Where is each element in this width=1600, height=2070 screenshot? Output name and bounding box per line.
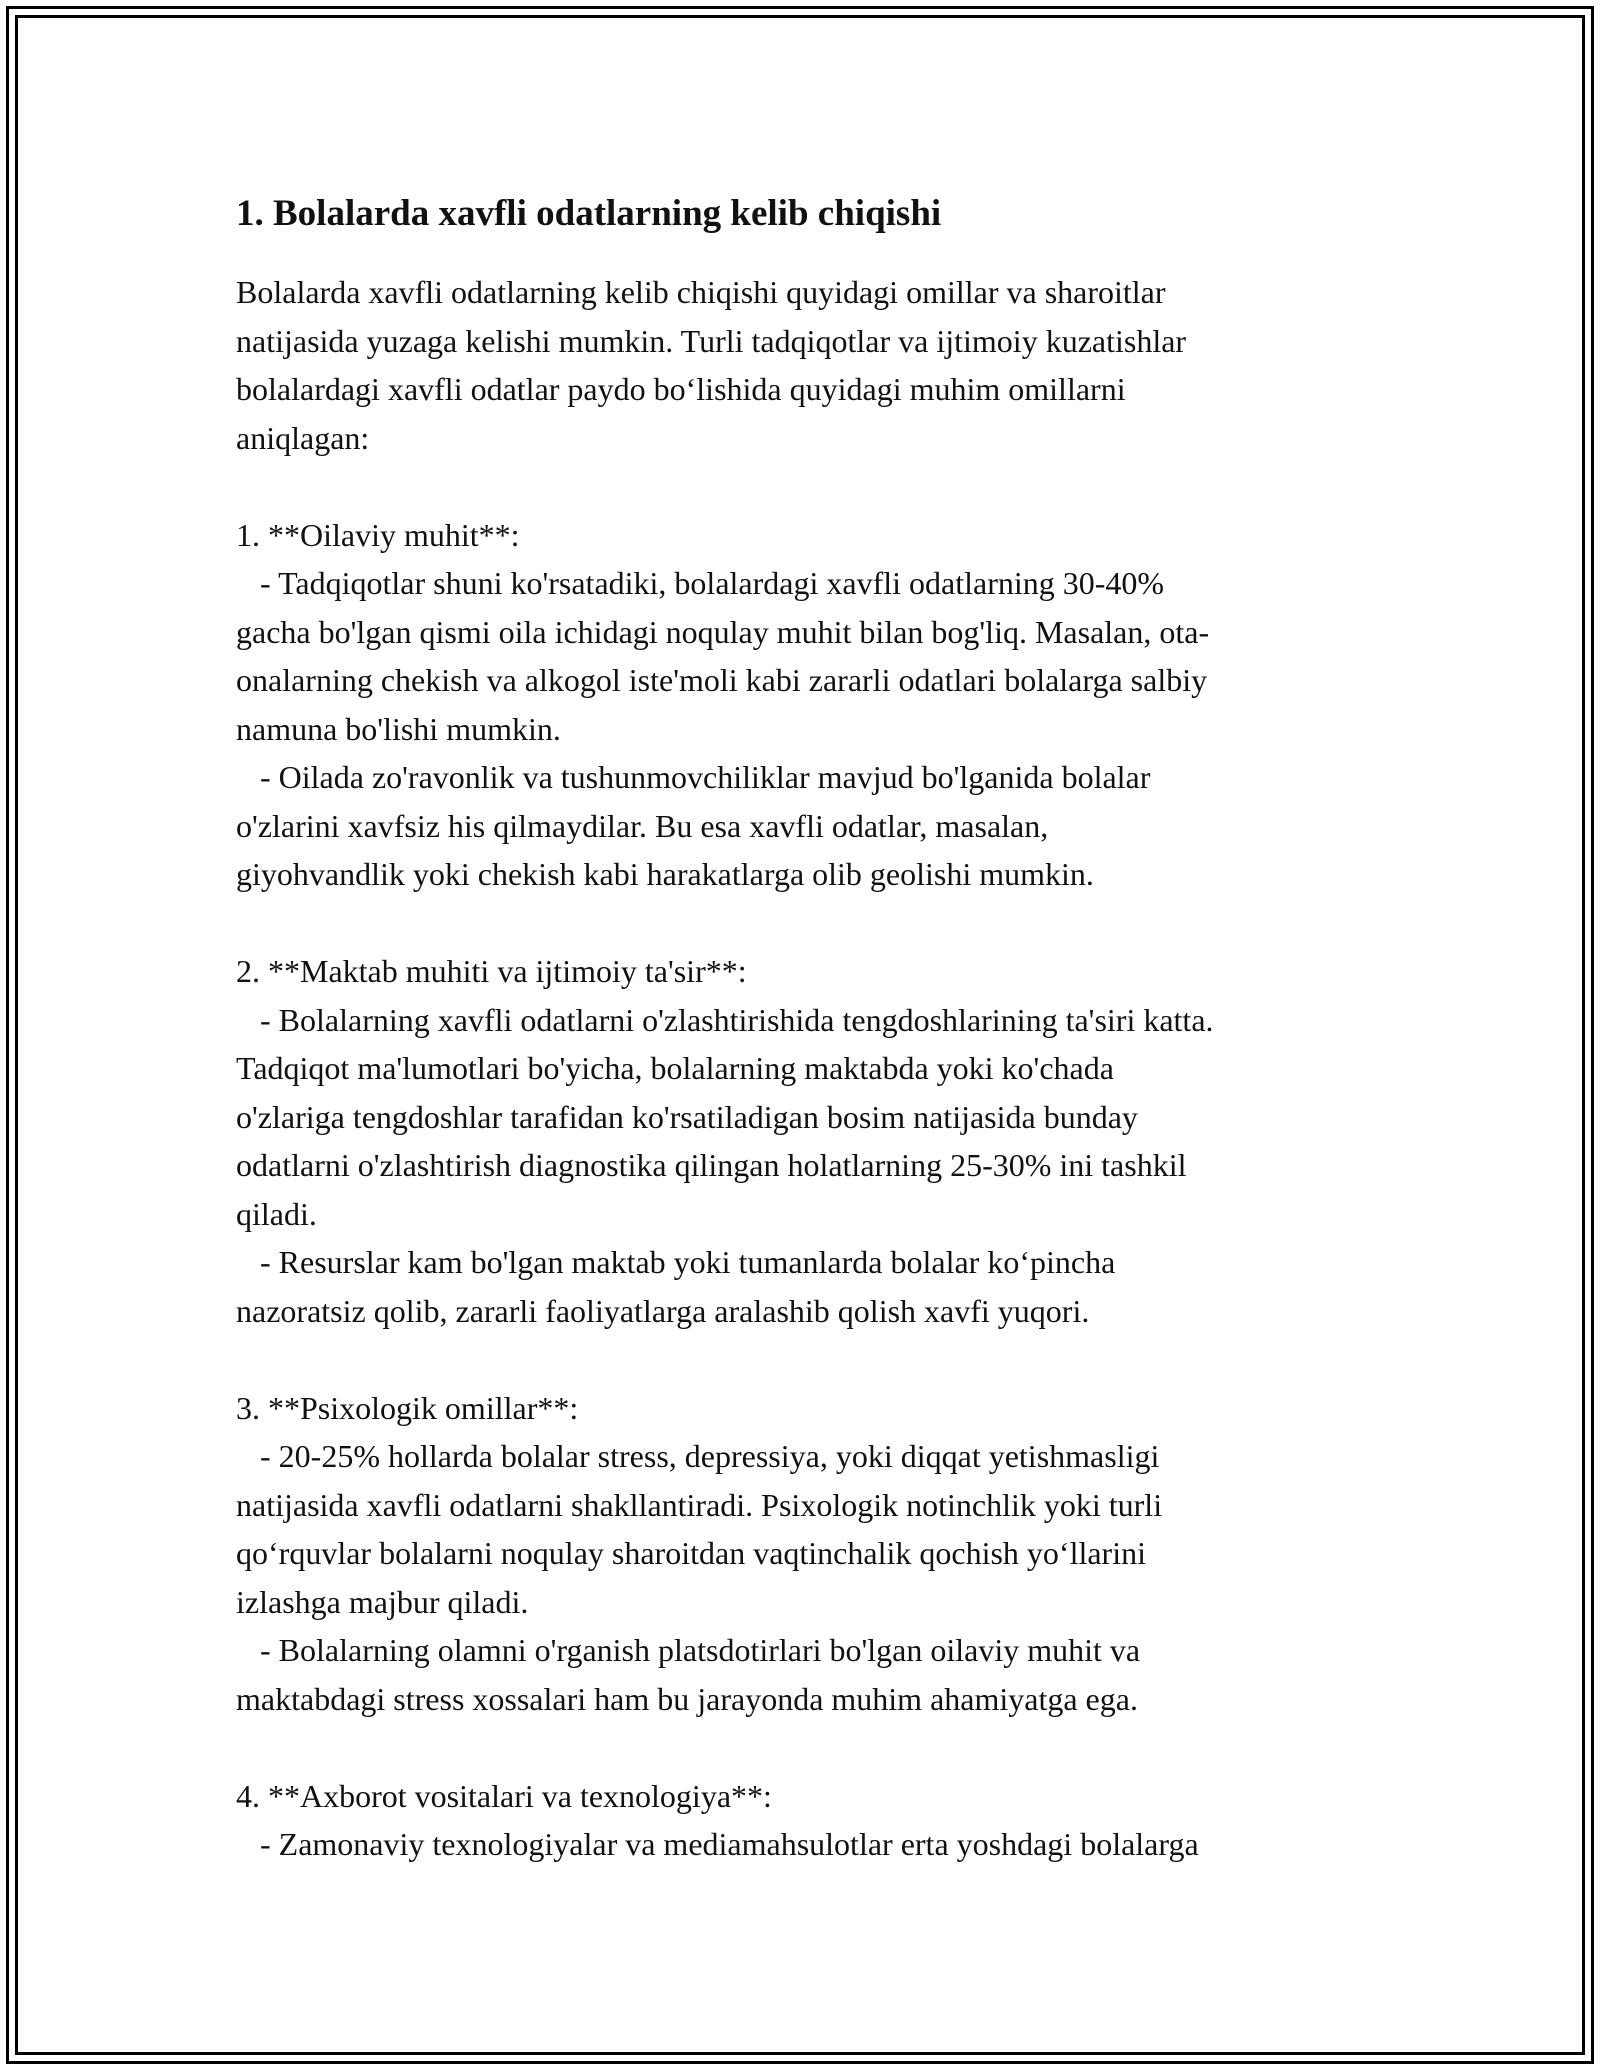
text-line: gacha bo'lgan qismi oila ichidagi noqulay muhit bilan bog'liq. Masalan, ota-: [236, 613, 1210, 650]
text-line: 3. **Psixologik omillar**:: [236, 1389, 579, 1426]
text-line: - Zamonaviy texnologiyalar va mediamahsulotlar erta yoshdagi bolalarga: [236, 1826, 1199, 1862]
text-line: [236, 1723, 1376, 1772]
text-line: - 20-25% hollarda bolalar stress, depressiya, yoki diqqat yetishmasligi: [236, 1438, 1160, 1474]
text-line: Tadqiqot ma'lumotlari bo'yicha, bolalarning maktabda yoki ko'chada: [236, 1050, 1114, 1086]
text-line: o'zlarini xavfsiz his qilmaydilar. Bu esa xavfli odatlar, masalan,: [236, 807, 1049, 844]
text-line: onalarning chekish va alkogol iste'moli kabi zararli odatlari bolalarga salbiy: [236, 662, 1208, 698]
text-line: bolalardagi xavfli odatlar paydo bo‘lishida quyidagi muhim omillarni: [236, 371, 1126, 407]
text-line: - Bolalarning xavfli odatlarni o'zlashtirishida tengdoshlarining ta'siri katta.: [236, 1001, 1214, 1038]
text-line: 1. **Oilaviy muhit**:: [236, 516, 520, 553]
text-line: - Tadqiqotlar shuni ko'rsatadiki, bolalardagi xavfli odatlarning 30-40%: [236, 565, 1165, 601]
text-line: Bolalarda xavfli odatlarning kelib chiqishi quyidagi omillar va sharoitlar: [236, 274, 1166, 310]
document-body: [236, 268, 1376, 1869]
text-line: - Resurslar kam bo'lgan maktab yoki tumanlarda bolalar ko‘pincha: [236, 1244, 1116, 1280]
text-line: [236, 462, 1376, 511]
text-line: odatlarni o'zlashtirish diagnostika qilingan holatlarning 25-30% ini tashkil: [236, 1147, 1187, 1183]
document-page: [236, 188, 1376, 1869]
text-line: 4. **Axborot vositalari va texnologiya**:: [236, 1777, 772, 1814]
text-line: namuna bo'lishi mumkin.: [236, 710, 561, 747]
section-heading: 1. Bolalarda xavfli odatlarning kelib chiqishi: [236, 193, 942, 234]
text-line: o'zlariga tengdoshlar tarafidan ko'rsatiladigan bosim natijasida bunday: [236, 1098, 1138, 1135]
text-line: maktabdagi stress xossalari ham bu jarayonda muhim ahamiyatga ega.: [236, 1680, 1138, 1717]
text-line: izlashga majbur qiladi.: [236, 1583, 529, 1620]
text-line: - Oilada zo'ravonlik va tushunmovchiliklar mavjud bo'lganida bolalar: [236, 759, 1151, 795]
text-line: [236, 1335, 1376, 1384]
text-line: nazoratsiz qolib, zararli faoliyatlarga aralashib qolish xavfi yuqori.: [236, 1292, 1090, 1329]
text-line: natijasida yuzaga kelishi mumkin. Turli tadqiqotlar va ijtimoiy kuzatishlar: [236, 322, 1187, 359]
text-line: qiladi.: [236, 1195, 317, 1232]
text-line: [236, 899, 1376, 948]
text-line: qo‘rquvlar bolalarni noqulay sharoitdan vaqtinchalik qochish yo‘llarini: [236, 1535, 1146, 1571]
text-line: giyohvandlik yoki chekish kabi harakatlarga olib geolishi mumkin.: [236, 856, 1094, 892]
text-line: natijasida xavfli odatlarni shakllantiradi. Psixologik notinchlik yoki turli: [236, 1486, 1163, 1523]
text-line: - Bolalarning olamni o'rganish platsdotirlari bo'lgan oilaviy muhit va: [236, 1632, 1141, 1668]
text-line: aniqlagan:: [236, 419, 370, 456]
text-line: 2. **Maktab muhiti va ijtimoiy ta'sir**:: [236, 953, 747, 989]
